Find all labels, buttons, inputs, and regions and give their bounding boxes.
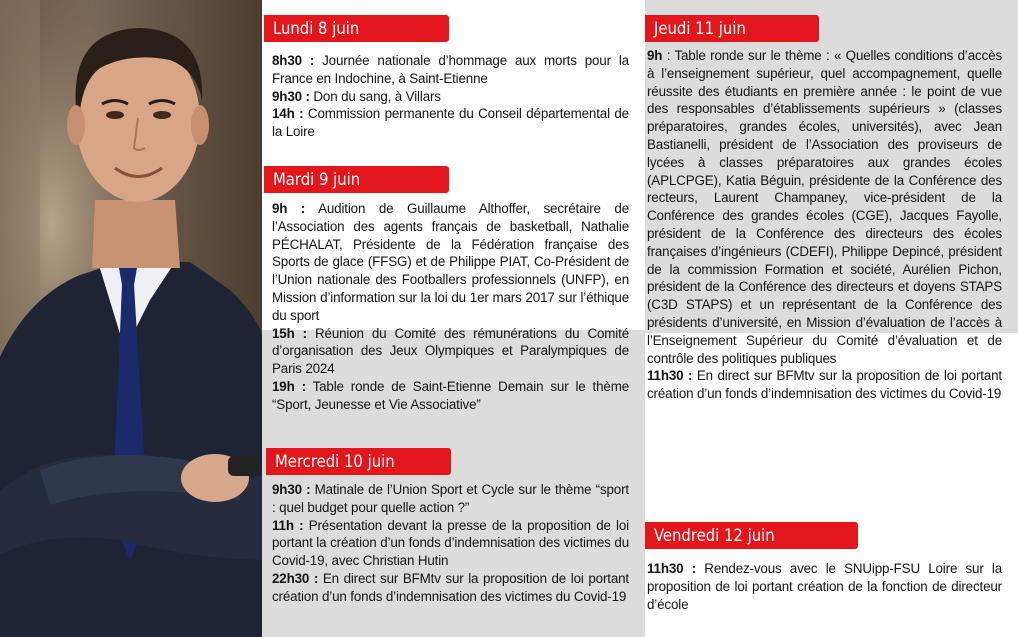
entry-text: Présentation devant la presse de la proposition de loi portant la création d’un fonds d’indemnisation des victimes du Covid-19, avec Christian Hutin [272, 517, 629, 569]
entry [272, 378, 629, 414]
entry [272, 325, 629, 378]
day-header-mercredi: Mercredi 10 juin [266, 448, 451, 475]
entry-time: 14h : [272, 106, 304, 122]
day-header-lundi: Lundi 8 juin [264, 15, 449, 42]
day-block-mercredi [272, 481, 629, 606]
day-block-lundi [272, 52, 629, 141]
day-block-vendredi [647, 560, 1002, 613]
entry-time: 9h : [272, 201, 306, 216]
entry-time: 11h : [272, 517, 304, 533]
entry-text: Réunion du Comité des rémunérations du Comité d’organisation des Jeux Olympiques et Paralympiques de Paris 2024 [272, 325, 629, 377]
entry [272, 88, 629, 106]
entry-time: 11h30 : [647, 561, 697, 576]
entry-text: Journée nationale d’hommage aux morts pour la France en Indochine, à Saint-Etienne [272, 53, 629, 86]
entry-text: En direct sur BFMtv sur la proposition de loi portant création d’un fonds d’indemnisation des victimes du Covid-19 [647, 368, 1002, 402]
day-header-vendredi: Vendredi 12 juin [645, 522, 858, 549]
entry-text: Commission permanente du Conseil départemental de la Loire [272, 106, 629, 140]
entry-time: 8h30 : [272, 53, 315, 68]
entry-time: 9h30 : [272, 482, 311, 497]
entry-time: 9h [647, 48, 663, 63]
entry-text: : Table ronde sur le thème : « Quelles conditions d’accès à l’enseignement supérieur, quel accompagnement, quelle réussite des étudiants en première année : le point de vue des responsables d’établissements supérieurs » (classes préparatoires, grandes écoles, universités), avec Jean Bastianelli, président de l’Association des proviseurs de lycées à classes préparatoires aux grandes écoles (APLCPGE), Katia Béguin, présidente de la Conférence des recteurs, Laurent Champaney, vice-président de la Conférence des grandes écoles (CGE), Jacques Fayolle, président de la Conférence des directeurs des écoles françaises d’ingénieurs (CDEFI), Philippe Depincé, président de la commission Formation et société, Aurélien Pichon, président de la Conférence des directeurs et doyens STAPS (C3D STAPS) et un représentant de la Conférence des présidents d’université, en Mission d’évaluation de l’accès à l’Enseignement Supérieur du Comité d’évaluation et de contrôle des politiques publiques [647, 48, 1002, 366]
entry [272, 481, 629, 517]
entry [647, 560, 1002, 613]
entry [272, 570, 629, 606]
day-header-mardi: Mardi 9 juin [264, 166, 449, 193]
entry-time: 9h30 : [272, 88, 310, 104]
entry-text: Audition de Guillaume Althoffer, secrétaire de l’Association des agents français de basketball, Nathalie PÉCHALAT, Présidente de la Fédération française des Sports de glace (FFSG) et de Philippe PIAT, Co-Président de l’Union nationale des Footballers professionnels (UNFP), en Mission d’information sur la loi du 1er mars 2017 sur l’éthique du sport [272, 201, 629, 323]
entry [272, 105, 629, 141]
entry [272, 517, 629, 570]
day-block-jeudi [647, 47, 1002, 403]
entry-text: Don du sang, à Villars [309, 88, 441, 104]
entry-time: 19h : [272, 378, 306, 394]
entry-time: 22h30 : [272, 570, 319, 586]
day-header-jeudi: Jeudi 11 juin [645, 15, 819, 42]
entry [272, 200, 629, 325]
portrait-illustration [0, 0, 262, 637]
entry [272, 52, 629, 88]
entry-time: 11h30 : [647, 368, 693, 384]
entry-text: Table ronde de Saint-Etienne Demain sur le thème “Sport, Jeunesse et Vie Associative” [272, 378, 629, 412]
entry-time: 15h : [272, 325, 307, 341]
entry-text: En direct sur BFMtv sur la proposition de loi portant création d’un fonds d’indemnisation des victimes du Covid-19 [272, 570, 629, 604]
entry-text: Rendez-vous avec le SNUipp-FSU Loire sur la proposition de loi portant création de la fonction de directeur d’école [647, 561, 1003, 612]
entry [647, 47, 1002, 367]
entry-text: Matinale de l’Union Sport et Cycle sur le thème “sport : quel budget pour quelle action ?” [272, 482, 629, 515]
entry [647, 367, 1002, 403]
day-block-mardi [272, 200, 629, 414]
portrait-photo [0, 0, 262, 637]
